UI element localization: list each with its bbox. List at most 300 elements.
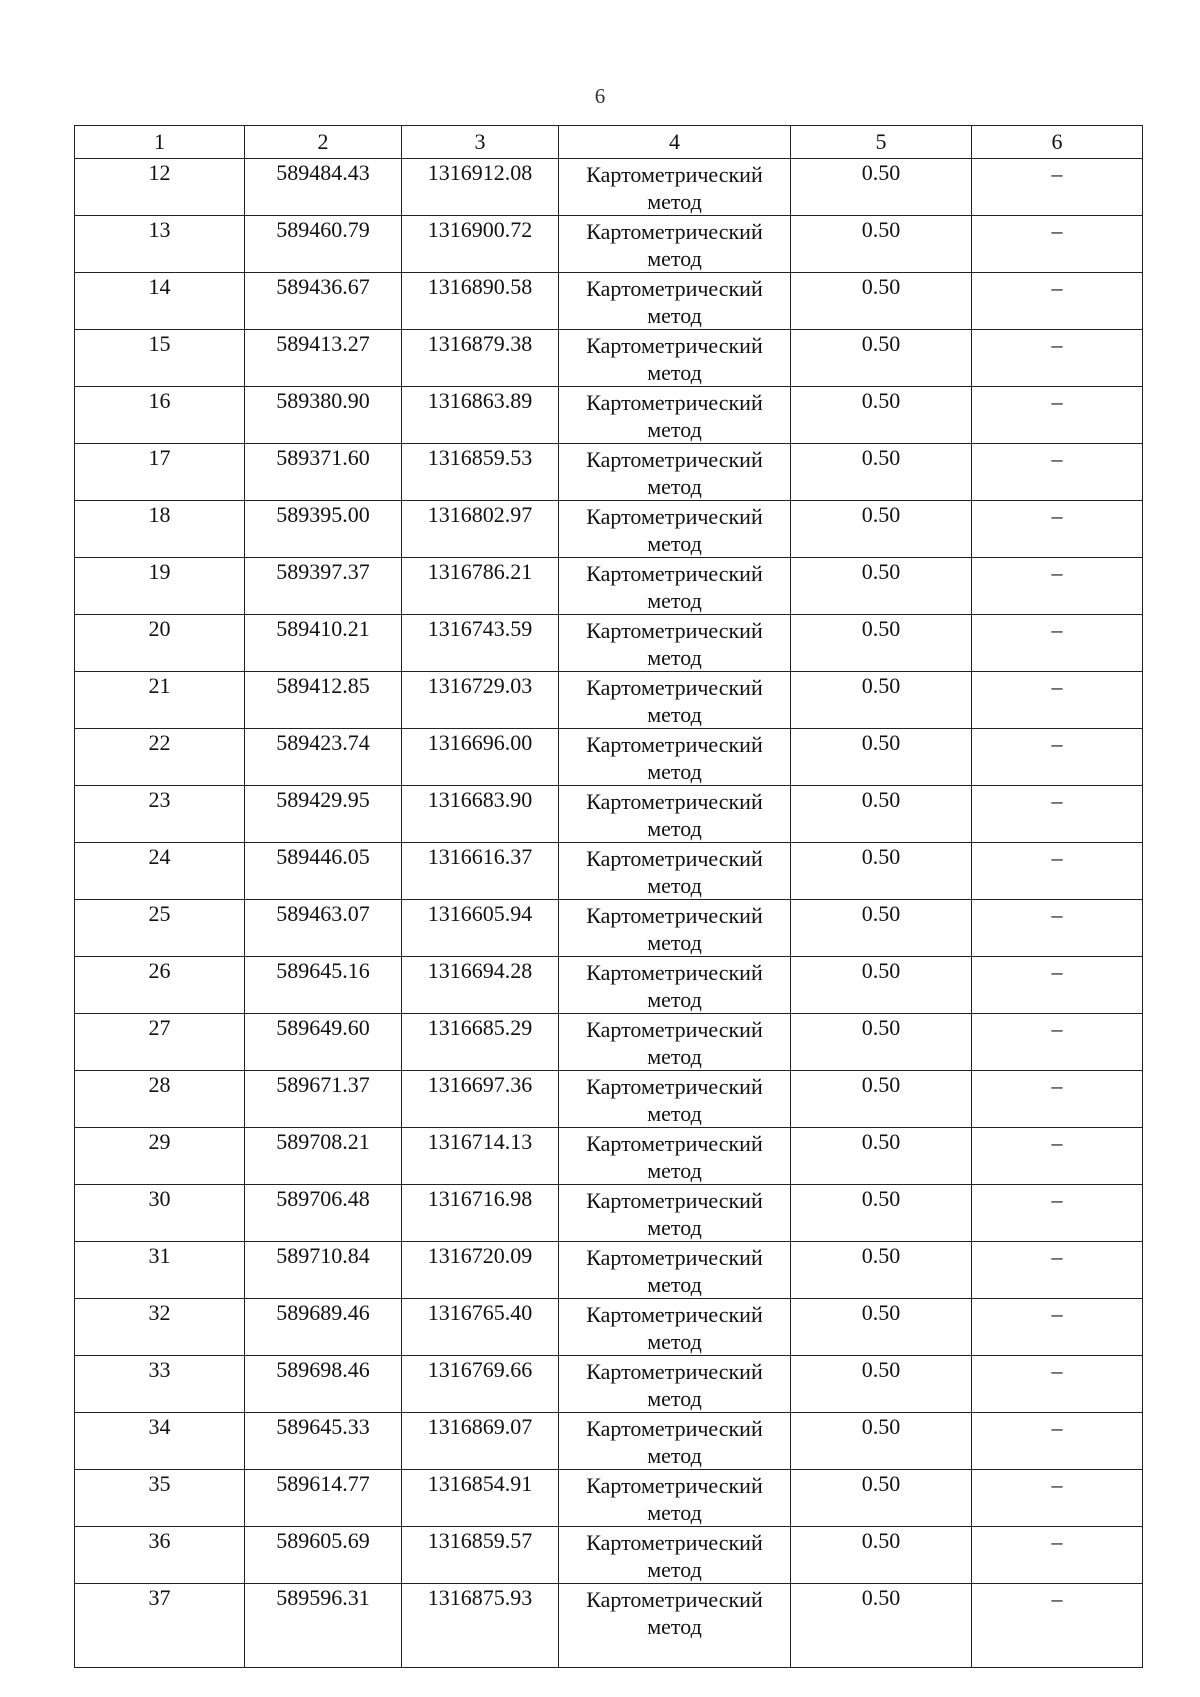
table-row [75,1071,1143,1128]
method-cell [559,330,791,387]
table-header [75,126,1143,159]
point-number-cell [75,786,245,843]
accuracy-text: 0.50 [861,1129,901,1154]
point-number-cell [75,501,245,558]
accuracy-text: 0.50 [861,1528,901,1553]
point-number-text: 35 [148,1471,171,1496]
method-cell [559,1356,791,1413]
x-coordinate-cell [245,1185,402,1242]
accuracy-text: 0.50 [861,502,901,527]
point-number-text: 30 [148,1186,171,1211]
table-row [75,957,1143,1014]
x-coordinate-cell [245,216,402,273]
method-cell [559,1527,791,1584]
column-header: 1 [75,126,245,159]
accuracy-cell [791,1470,972,1527]
x-coordinate-text: 589706.48 [276,1186,370,1211]
method-text: Картометрический метод [586,1131,763,1183]
y-coordinate-cell [402,1413,559,1470]
method-text: Картометрический метод [586,1587,763,1639]
x-coordinate-cell [245,159,402,216]
x-coordinate-text: 589380.90 [276,388,370,413]
x-coordinate-cell [245,729,402,786]
y-coordinate-text: 1316743.59 [427,616,533,641]
accuracy-cell [791,615,972,672]
note-text: – [1051,503,1063,528]
table-row [75,1527,1143,1584]
point-number-text: 32 [148,1300,171,1325]
method-text: Картометрический метод [586,504,763,556]
point-number-text: 18 [148,502,171,527]
x-coordinate-cell [245,900,402,957]
method-cell [559,1584,791,1668]
method-text: Картометрический метод [586,732,763,784]
x-coordinate-text: 589484.43 [276,160,370,185]
table-row [75,1413,1143,1470]
y-coordinate-cell [402,159,559,216]
accuracy-text: 0.50 [861,1072,901,1097]
accuracy-cell [791,330,972,387]
method-text: Картометрический метод [586,447,763,499]
point-number-text: 20 [148,616,171,641]
y-coordinate-text: 1316765.40 [427,1300,533,1325]
point-number-cell [75,1356,245,1413]
x-coordinate-text: 589446.05 [276,844,370,869]
table-row [75,330,1143,387]
x-coordinate-text: 589614.77 [276,1471,370,1496]
table-body [75,159,1143,1668]
y-coordinate-text: 1316900.72 [427,217,533,242]
y-coordinate-text: 1316786.21 [427,559,533,584]
accuracy-text: 0.50 [861,445,901,470]
y-coordinate-cell [402,1071,559,1128]
y-coordinate-cell [402,900,559,957]
x-coordinate-text: 589395.00 [276,502,370,527]
table-row [75,786,1143,843]
point-number-cell [75,1014,245,1071]
table-row [75,1185,1143,1242]
method-cell [559,1470,791,1527]
x-coordinate-cell [245,672,402,729]
note-cell [972,1071,1143,1128]
y-coordinate-text: 1316879.38 [427,331,533,356]
table-row [75,1470,1143,1527]
x-coordinate-text: 589413.27 [276,331,370,356]
y-coordinate-cell [402,558,559,615]
y-coordinate-cell [402,1356,559,1413]
point-number-text: 34 [148,1414,171,1439]
note-text: – [1051,902,1063,927]
method-cell [559,273,791,330]
accuracy-text: 0.50 [861,1357,901,1382]
method-text: Картометрический метод [586,1017,763,1069]
note-cell [972,501,1143,558]
note-text: – [1051,1472,1063,1497]
y-coordinate-cell [402,1584,559,1668]
x-coordinate-text: 589645.16 [276,958,370,983]
accuracy-text: 0.50 [861,1471,901,1496]
accuracy-text: 0.50 [861,730,901,755]
accuracy-cell [791,1128,972,1185]
table-row [75,1128,1143,1185]
point-number-text: 37 [148,1585,171,1610]
accuracy-cell [791,1014,972,1071]
note-cell [972,1356,1143,1413]
point-number-cell [75,558,245,615]
note-cell [972,1242,1143,1299]
x-coordinate-cell [245,1071,402,1128]
point-number-cell [75,1584,245,1668]
accuracy-text: 0.50 [861,388,901,413]
x-coordinate-cell [245,1242,402,1299]
x-coordinate-cell [245,1413,402,1470]
x-coordinate-cell [245,1470,402,1527]
note-cell [972,1014,1143,1071]
accuracy-cell [791,501,972,558]
method-cell [559,786,791,843]
note-cell [972,1128,1143,1185]
note-cell [972,1470,1143,1527]
x-coordinate-text: 589410.21 [276,616,370,641]
accuracy-cell [791,558,972,615]
method-cell [559,1413,791,1470]
x-coordinate-text: 589397.37 [276,559,370,584]
page-number: 6 [594,84,606,108]
point-number-text: 24 [148,844,171,869]
method-cell [559,1071,791,1128]
column-header: 4 [559,126,791,159]
method-cell [559,1185,791,1242]
note-text: – [1051,1016,1063,1041]
accuracy-text: 0.50 [861,844,901,869]
x-coordinate-cell [245,1299,402,1356]
x-coordinate-text: 589689.46 [276,1300,370,1325]
accuracy-text: 0.50 [861,217,901,242]
accuracy-text: 0.50 [861,559,901,584]
coordinates-table [74,125,1143,1668]
method-text: Картометрический метод [586,1359,763,1411]
column-header: 3 [402,126,559,159]
accuracy-cell [791,216,972,273]
method-text: Картометрический метод [586,1245,763,1297]
note-text: – [1051,161,1063,186]
note-text: – [1051,845,1063,870]
accuracy-text: 0.50 [861,1300,901,1325]
point-number-text: 21 [148,673,171,698]
note-text: – [1051,1244,1063,1269]
point-number-cell [75,387,245,444]
table-row [75,1242,1143,1299]
accuracy-text: 0.50 [861,673,901,698]
table-row [75,900,1143,957]
y-coordinate-cell [402,1014,559,1071]
point-number-cell [75,330,245,387]
point-number-text: 27 [148,1015,171,1040]
y-coordinate-text: 1316696.00 [427,730,533,755]
y-coordinate-cell [402,444,559,501]
note-text: – [1051,617,1063,642]
point-number-text: 33 [148,1357,171,1382]
y-coordinate-cell [402,1185,559,1242]
point-number-text: 13 [148,217,171,242]
point-number-text: 14 [148,274,171,299]
accuracy-cell [791,273,972,330]
accuracy-text: 0.50 [861,160,901,185]
note-text: – [1051,1358,1063,1383]
note-text: – [1051,1415,1063,1440]
accuracy-text: 0.50 [861,331,901,356]
method-cell [559,672,791,729]
method-cell [559,216,791,273]
table-row [75,444,1143,501]
x-coordinate-text: 589371.60 [276,445,370,470]
x-coordinate-cell [245,273,402,330]
header-row [75,126,1143,159]
method-text: Картометрический метод [586,561,763,613]
accuracy-text: 0.50 [861,1186,901,1211]
note-text: – [1051,959,1063,984]
note-cell [972,900,1143,957]
point-number-cell [75,1128,245,1185]
accuracy-cell [791,1299,972,1356]
note-cell [972,558,1143,615]
method-cell [559,1299,791,1356]
note-cell [972,444,1143,501]
accuracy-cell [791,1527,972,1584]
point-number-text: 17 [148,445,171,470]
note-cell [972,1584,1143,1668]
accuracy-cell [791,957,972,1014]
point-number-cell [75,1071,245,1128]
note-cell [972,1185,1143,1242]
y-coordinate-text: 1316683.90 [427,787,533,812]
y-coordinate-text: 1316912.08 [427,160,533,185]
accuracy-cell [791,1584,972,1668]
note-cell [972,843,1143,900]
method-cell [559,1128,791,1185]
point-number-text: 12 [148,160,171,185]
y-coordinate-cell [402,273,559,330]
x-coordinate-text: 589671.37 [276,1072,370,1097]
x-coordinate-cell [245,1128,402,1185]
y-coordinate-cell [402,843,559,900]
method-text: Картометрический метод [586,276,763,328]
note-cell [972,729,1143,786]
column-header: 6 [972,126,1143,159]
accuracy-text: 0.50 [861,901,901,926]
x-coordinate-cell [245,843,402,900]
y-coordinate-cell [402,216,559,273]
x-coordinate-text: 589436.67 [276,274,370,299]
point-number-cell [75,729,245,786]
note-text: – [1051,1187,1063,1212]
x-coordinate-cell [245,1356,402,1413]
x-coordinate-cell [245,786,402,843]
method-cell [559,729,791,786]
method-cell [559,501,791,558]
method-cell [559,159,791,216]
method-cell [559,957,791,1014]
x-coordinate-cell [245,957,402,1014]
x-coordinate-cell [245,1527,402,1584]
point-number-cell [75,216,245,273]
y-coordinate-cell [402,729,559,786]
table-row [75,159,1143,216]
y-coordinate-text: 1316863.89 [427,388,533,413]
point-number-cell [75,1527,245,1584]
note-cell [972,1299,1143,1356]
method-text: Картометрический метод [586,1416,763,1468]
note-text: – [1051,560,1063,585]
x-coordinate-text: 589412.85 [276,673,370,698]
note-cell [972,387,1143,444]
y-coordinate-cell [402,672,559,729]
x-coordinate-text: 589460.79 [276,217,370,242]
point-number-text: 22 [148,730,171,755]
point-number-cell [75,1299,245,1356]
table-row [75,216,1143,273]
x-coordinate-text: 589463.07 [276,901,370,926]
accuracy-text: 0.50 [861,1414,901,1439]
table-row [75,501,1143,558]
point-number-cell [75,273,245,330]
method-cell [559,387,791,444]
method-cell [559,900,791,957]
note-text: – [1051,1130,1063,1155]
y-coordinate-text: 1316685.29 [427,1015,533,1040]
accuracy-cell [791,1071,972,1128]
note-text: – [1051,788,1063,813]
point-number-cell [75,672,245,729]
y-coordinate-text: 1316720.09 [427,1243,533,1268]
method-text: Картометрический метод [586,219,763,271]
y-coordinate-cell [402,1470,559,1527]
point-number-text: 19 [148,559,171,584]
point-number-cell [75,843,245,900]
note-text: – [1051,1073,1063,1098]
y-coordinate-text: 1316714.13 [427,1129,533,1154]
y-coordinate-text: 1316694.28 [427,958,533,983]
point-number-text: 26 [148,958,171,983]
point-number-text: 29 [148,1129,171,1154]
point-number-cell [75,900,245,957]
y-coordinate-text: 1316875.93 [427,1585,533,1610]
point-number-cell [75,444,245,501]
accuracy-text: 0.50 [861,787,901,812]
point-number-cell [75,1470,245,1527]
x-coordinate-text: 589698.46 [276,1357,370,1382]
y-coordinate-cell [402,1527,559,1584]
table-row [75,1584,1143,1668]
x-coordinate-text: 589645.33 [276,1414,370,1439]
y-coordinate-cell [402,615,559,672]
y-coordinate-text: 1316890.58 [427,274,533,299]
method-cell [559,444,791,501]
accuracy-cell [791,387,972,444]
table-row [75,843,1143,900]
point-number-cell [75,615,245,672]
x-coordinate-cell [245,501,402,558]
x-coordinate-cell [245,615,402,672]
point-number-cell [75,1413,245,1470]
point-number-text: 23 [148,787,171,812]
accuracy-text: 0.50 [861,958,901,983]
x-coordinate-text: 589710.84 [276,1243,370,1268]
point-number-text: 15 [148,331,171,356]
note-cell [972,1413,1143,1470]
accuracy-cell [791,843,972,900]
method-text: Картометрический метод [586,789,763,841]
y-coordinate-cell [402,1128,559,1185]
y-coordinate-text: 1316869.07 [427,1414,533,1439]
y-coordinate-text: 1316729.03 [427,673,533,698]
table-row [75,1299,1143,1356]
y-coordinate-text: 1316769.66 [427,1357,533,1382]
point-number-cell [75,1242,245,1299]
y-coordinate-text: 1316859.53 [427,445,533,470]
accuracy-cell [791,1242,972,1299]
accuracy-text: 0.50 [861,616,901,641]
point-number-text: 16 [148,388,171,413]
y-coordinate-text: 1316605.94 [427,901,533,926]
y-coordinate-text: 1316716.98 [427,1186,533,1211]
accuracy-cell [791,444,972,501]
table-row [75,1356,1143,1413]
point-number-cell [75,159,245,216]
x-coordinate-cell [245,1584,402,1668]
accuracy-text: 0.50 [861,1585,901,1610]
y-coordinate-text: 1316859.57 [427,1528,533,1553]
method-text: Картометрический метод [586,390,763,442]
method-text: Картометрический метод [586,1302,763,1354]
method-cell [559,843,791,900]
y-coordinate-cell [402,1299,559,1356]
method-cell [559,1242,791,1299]
accuracy-cell [791,1356,972,1413]
note-text: – [1051,275,1063,300]
method-text: Картометрический метод [586,1530,763,1582]
x-coordinate-text: 589596.31 [276,1585,370,1610]
x-coordinate-text: 589605.69 [276,1528,370,1553]
note-cell [972,159,1143,216]
y-coordinate-cell [402,501,559,558]
accuracy-cell [791,672,972,729]
method-cell [559,1014,791,1071]
note-cell [972,615,1143,672]
method-cell [559,615,791,672]
table-row [75,615,1143,672]
note-cell [972,1527,1143,1584]
method-text: Картометрический метод [586,846,763,898]
method-text: Картометрический метод [586,903,763,955]
x-coordinate-cell [245,1014,402,1071]
point-number-cell [75,1185,245,1242]
note-text: – [1051,218,1063,243]
y-coordinate-text: 1316854.91 [427,1471,533,1496]
point-number-text: 28 [148,1072,171,1097]
note-cell [972,957,1143,1014]
x-coordinate-cell [245,330,402,387]
x-coordinate-cell [245,387,402,444]
x-coordinate-text: 589429.95 [276,787,370,812]
note-cell [972,216,1143,273]
y-coordinate-text: 1316697.36 [427,1072,533,1097]
y-coordinate-text: 1316616.37 [427,844,533,869]
accuracy-cell [791,786,972,843]
x-coordinate-cell [245,444,402,501]
method-text: Картометрический метод [586,162,763,214]
column-header: 2 [245,126,402,159]
